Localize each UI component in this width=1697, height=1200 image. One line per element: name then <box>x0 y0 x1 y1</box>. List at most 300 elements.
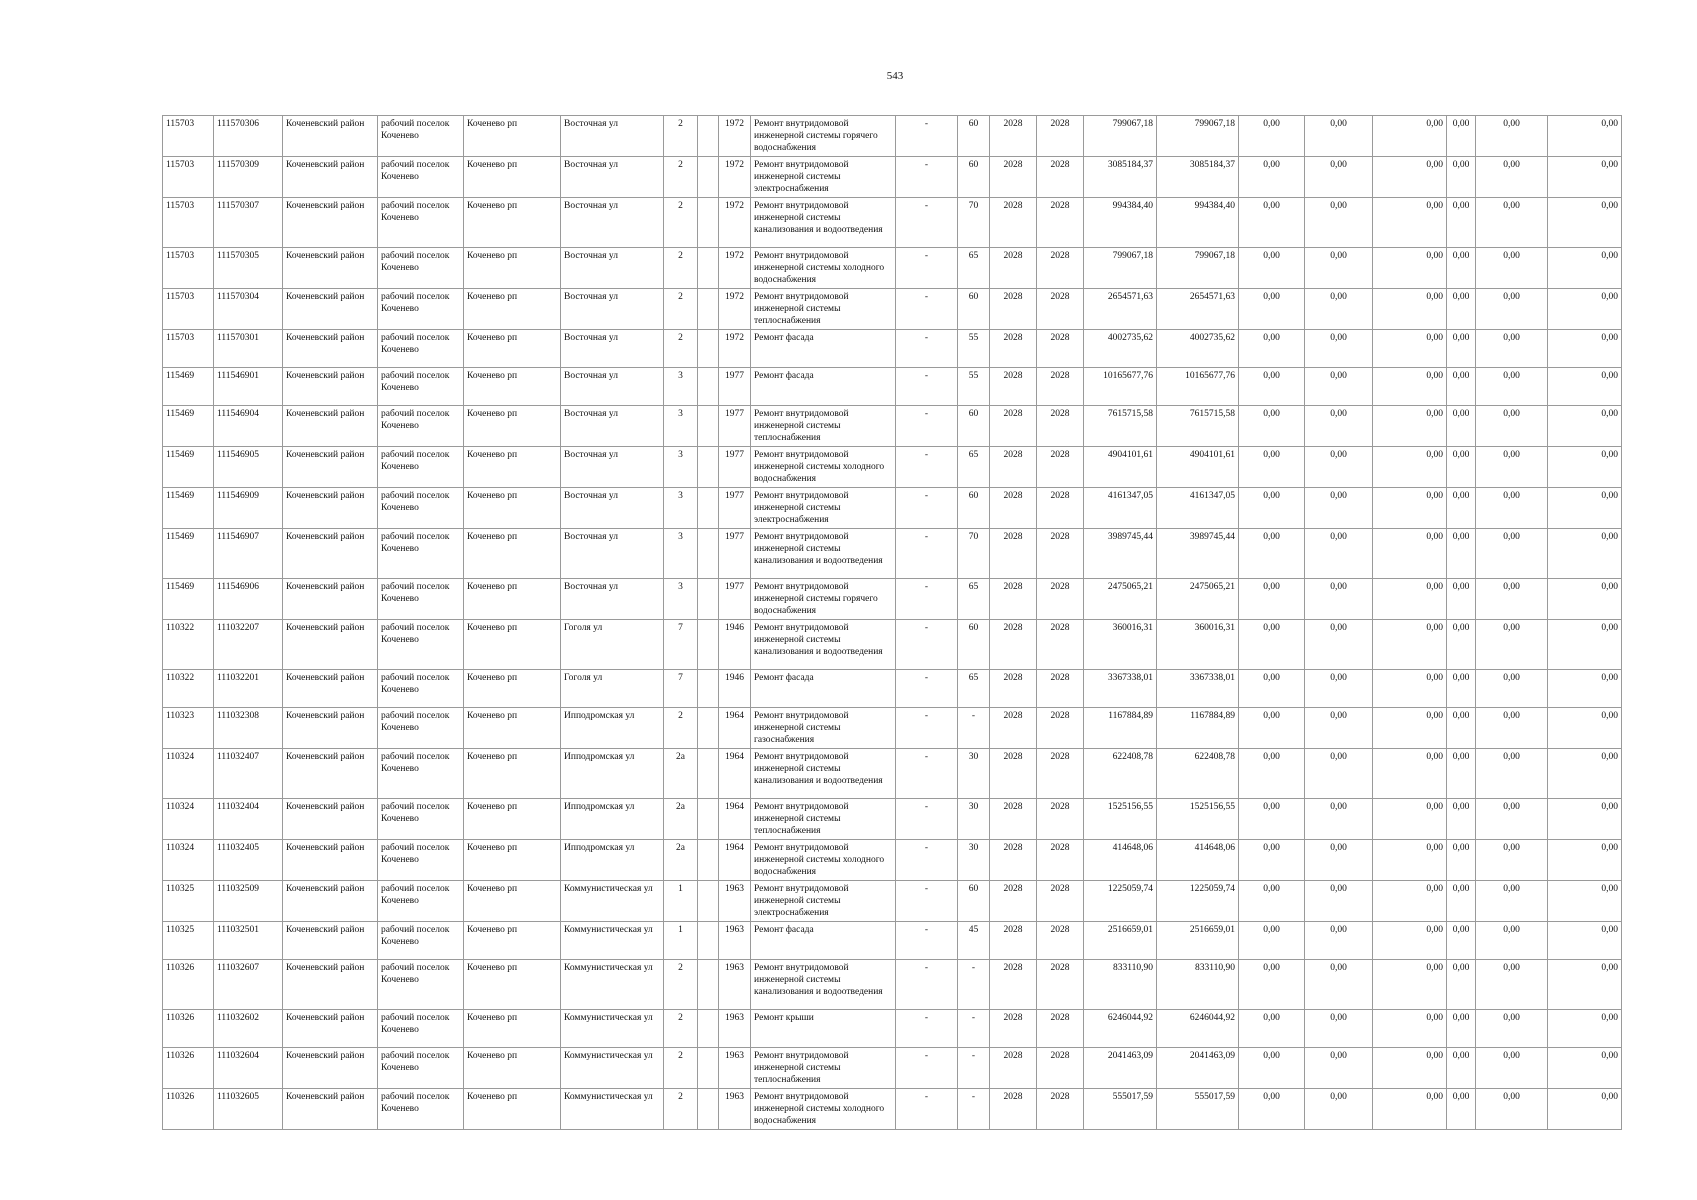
wear-percent-cell: 30 <box>958 749 990 799</box>
funding-cell-6: 0,00 <box>1548 368 1622 406</box>
table-row <box>163 447 1622 488</box>
funding-cell-4: 0,00 <box>1447 922 1476 960</box>
funding-cell-5: 0,00 <box>1476 799 1548 840</box>
build-year-cell: 1972 <box>719 198 751 248</box>
funding-cell-3: 0,00 <box>1373 529 1447 579</box>
total-cost-cell: 360016,31 <box>1157 620 1239 670</box>
total-cost-cell: 1225059,74 <box>1157 881 1239 922</box>
year-start-cell: 2028 <box>990 529 1037 579</box>
funding-cell-5: 0,00 <box>1476 922 1548 960</box>
funding-cell-1: 0,00 <box>1239 799 1305 840</box>
work-type-cell: Ремонт внутридомовой инженерной системы канализования и водоотведения <box>751 529 896 579</box>
settlement-cell: рабочий поселок Коченево <box>378 840 464 881</box>
work-type-cell: Ремонт внутридомовой инженерной системы электроснабжения <box>751 157 896 198</box>
funding-cell-5: 0,00 <box>1476 406 1548 447</box>
cost-cell: 994384,40 <box>1084 198 1157 248</box>
house-id-cell: 115703 <box>163 330 214 368</box>
funding-cell-1: 0,00 <box>1239 157 1305 198</box>
street-cell: Коммунистическая ул <box>561 881 664 922</box>
table-row <box>163 157 1622 198</box>
funding-cell-4: 0,00 <box>1447 198 1476 248</box>
work-type-cell: Ремонт крыши <box>751 1010 896 1048</box>
work-id-cell: 111032407 <box>214 749 283 799</box>
funding-cell-4: 0,00 <box>1447 670 1476 708</box>
funding-cell-6: 0,00 <box>1548 708 1622 749</box>
funding-cell-4: 0,00 <box>1447 799 1476 840</box>
locality-cell: Коченево рп <box>464 157 561 198</box>
table-row <box>163 579 1622 620</box>
funding-cell-1: 0,00 <box>1239 960 1305 1010</box>
work-id-cell: 111032207 <box>214 620 283 670</box>
funding-cell-4: 0,00 <box>1447 248 1476 289</box>
work-type-cell: Ремонт внутридомовой инженерной системы холодного водоснабжения <box>751 447 896 488</box>
street-cell: Восточная ул <box>561 157 664 198</box>
settlement-cell: рабочий поселок Коченево <box>378 960 464 1010</box>
funding-cell-2: 0,00 <box>1305 922 1373 960</box>
wear-dash-cell: - <box>896 1048 958 1089</box>
wear-dash-cell: - <box>896 579 958 620</box>
funding-cell-5: 0,00 <box>1476 248 1548 289</box>
settlement-cell: рабочий поселок Коченево <box>378 749 464 799</box>
locality-cell: Коченево рп <box>464 620 561 670</box>
street-cell: Восточная ул <box>561 488 664 529</box>
district-cell: Коченевский район <box>283 960 378 1010</box>
cost-cell: 555017,59 <box>1084 1089 1157 1130</box>
funding-cell-3: 0,00 <box>1373 960 1447 1010</box>
building-cell <box>698 198 719 248</box>
settlement-cell: рабочий поселок Коченево <box>378 368 464 406</box>
year-end-cell: 2028 <box>1037 960 1084 1010</box>
funding-cell-3: 0,00 <box>1373 198 1447 248</box>
funding-cell-2: 0,00 <box>1305 116 1373 157</box>
build-year-cell: 1977 <box>719 488 751 529</box>
building-cell <box>698 529 719 579</box>
funding-cell-6: 0,00 <box>1548 1089 1622 1130</box>
district-cell: Коченевский район <box>283 840 378 881</box>
wear-percent-cell: - <box>958 1048 990 1089</box>
wear-percent-cell: 70 <box>958 198 990 248</box>
funding-cell-6: 0,00 <box>1548 881 1622 922</box>
funding-cell-4: 0,00 <box>1447 406 1476 447</box>
locality-cell: Коченево рп <box>464 749 561 799</box>
settlement-cell: рабочий поселок Коченево <box>378 289 464 330</box>
work-id-cell: 111032604 <box>214 1048 283 1089</box>
total-cost-cell: 1167884,89 <box>1157 708 1239 749</box>
street-cell: Восточная ул <box>561 289 664 330</box>
funding-cell-3: 0,00 <box>1373 1010 1447 1048</box>
funding-cell-5: 0,00 <box>1476 960 1548 1010</box>
building-cell <box>698 922 719 960</box>
year-start-cell: 2028 <box>990 198 1037 248</box>
locality-cell: Коченево рп <box>464 406 561 447</box>
wear-percent-cell: 55 <box>958 330 990 368</box>
wear-dash-cell: - <box>896 670 958 708</box>
house-id-cell: 110325 <box>163 881 214 922</box>
house-id-cell: 115469 <box>163 447 214 488</box>
funding-cell-6: 0,00 <box>1548 488 1622 529</box>
work-type-cell: Ремонт фасада <box>751 670 896 708</box>
year-end-cell: 2028 <box>1037 529 1084 579</box>
building-cell <box>698 960 719 1010</box>
locality-cell: Коченево рп <box>464 198 561 248</box>
total-cost-cell: 2475065,21 <box>1157 579 1239 620</box>
funding-cell-4: 0,00 <box>1447 488 1476 529</box>
funding-cell-3: 0,00 <box>1373 368 1447 406</box>
house-id-cell: 110324 <box>163 749 214 799</box>
cost-cell: 2041463,09 <box>1084 1048 1157 1089</box>
settlement-cell: рабочий поселок Коченево <box>378 881 464 922</box>
house-number-cell: 2 <box>664 1089 698 1130</box>
funding-cell-4: 0,00 <box>1447 289 1476 330</box>
building-cell <box>698 368 719 406</box>
funding-cell-1: 0,00 <box>1239 406 1305 447</box>
funding-cell-2: 0,00 <box>1305 157 1373 198</box>
house-id-cell: 115703 <box>163 289 214 330</box>
settlement-cell: рабочий поселок Коченево <box>378 670 464 708</box>
total-cost-cell: 799067,18 <box>1157 248 1239 289</box>
locality-cell: Коченево рп <box>464 1089 561 1130</box>
work-id-cell: 111032607 <box>214 960 283 1010</box>
building-cell <box>698 670 719 708</box>
table-row <box>163 922 1622 960</box>
total-cost-cell: 2041463,09 <box>1157 1048 1239 1089</box>
settlement-cell: рабочий поселок Коченево <box>378 620 464 670</box>
building-cell <box>698 1089 719 1130</box>
house-number-cell: 2а <box>664 799 698 840</box>
funding-cell-2: 0,00 <box>1305 579 1373 620</box>
street-cell: Восточная ул <box>561 198 664 248</box>
wear-percent-cell: 60 <box>958 157 990 198</box>
street-cell: Восточная ул <box>561 248 664 289</box>
settlement-cell: рабочий поселок Коченево <box>378 708 464 749</box>
funding-cell-5: 0,00 <box>1476 1089 1548 1130</box>
total-cost-cell: 4002735,62 <box>1157 330 1239 368</box>
locality-cell: Коченево рп <box>464 922 561 960</box>
funding-cell-1: 0,00 <box>1239 922 1305 960</box>
building-cell <box>698 799 719 840</box>
year-end-cell: 2028 <box>1037 799 1084 840</box>
build-year-cell: 1946 <box>719 670 751 708</box>
work-type-cell: Ремонт фасада <box>751 330 896 368</box>
wear-percent-cell: 30 <box>958 799 990 840</box>
district-cell: Коченевский район <box>283 881 378 922</box>
wear-dash-cell: - <box>896 157 958 198</box>
cost-cell: 622408,78 <box>1084 749 1157 799</box>
house-number-cell: 2 <box>664 116 698 157</box>
funding-cell-6: 0,00 <box>1548 670 1622 708</box>
funding-cell-2: 0,00 <box>1305 330 1373 368</box>
funding-cell-2: 0,00 <box>1305 1048 1373 1089</box>
build-year-cell: 1977 <box>719 406 751 447</box>
work-type-cell: Ремонт внутридомовой инженерной системы горячего водоснабжения <box>751 116 896 157</box>
funding-cell-4: 0,00 <box>1447 749 1476 799</box>
wear-percent-cell: 60 <box>958 881 990 922</box>
street-cell: Коммунистическая ул <box>561 1048 664 1089</box>
cost-cell: 1167884,89 <box>1084 708 1157 749</box>
wear-percent-cell: 60 <box>958 488 990 529</box>
locality-cell: Коченево рп <box>464 579 561 620</box>
funding-cell-4: 0,00 <box>1447 840 1476 881</box>
funding-cell-6: 0,00 <box>1548 749 1622 799</box>
wear-percent-cell: - <box>958 960 990 1010</box>
house-number-cell: 2а <box>664 749 698 799</box>
funding-cell-6: 0,00 <box>1548 840 1622 881</box>
district-cell: Коченевский район <box>283 749 378 799</box>
work-id-cell: 111546907 <box>214 529 283 579</box>
funding-cell-1: 0,00 <box>1239 198 1305 248</box>
funding-cell-4: 0,00 <box>1447 447 1476 488</box>
funding-cell-1: 0,00 <box>1239 620 1305 670</box>
funding-cell-2: 0,00 <box>1305 749 1373 799</box>
wear-percent-cell: - <box>958 1010 990 1048</box>
work-id-cell: 111546901 <box>214 368 283 406</box>
build-year-cell: 1964 <box>719 708 751 749</box>
settlement-cell: рабочий поселок Коченево <box>378 1089 464 1130</box>
year-end-cell: 2028 <box>1037 406 1084 447</box>
work-id-cell: 111570309 <box>214 157 283 198</box>
wear-dash-cell: - <box>896 330 958 368</box>
locality-cell: Коченево рп <box>464 708 561 749</box>
funding-cell-4: 0,00 <box>1447 960 1476 1010</box>
work-type-cell: Ремонт внутридомовой инженерной системы канализования и водоотведения <box>751 749 896 799</box>
funding-cell-1: 0,00 <box>1239 248 1305 289</box>
building-cell <box>698 1010 719 1048</box>
locality-cell: Коченево рп <box>464 881 561 922</box>
funding-cell-1: 0,00 <box>1239 330 1305 368</box>
building-cell <box>698 881 719 922</box>
funding-cell-5: 0,00 <box>1476 157 1548 198</box>
table-row <box>163 1048 1622 1089</box>
cost-cell: 4161347,05 <box>1084 488 1157 529</box>
total-cost-cell: 799067,18 <box>1157 116 1239 157</box>
funding-cell-1: 0,00 <box>1239 116 1305 157</box>
street-cell: Коммунистическая ул <box>561 1010 664 1048</box>
funding-cell-4: 0,00 <box>1447 1089 1476 1130</box>
year-end-cell: 2028 <box>1037 1089 1084 1130</box>
locality-cell: Коченево рп <box>464 116 561 157</box>
work-id-cell: 111032605 <box>214 1089 283 1130</box>
house-number-cell: 2 <box>664 960 698 1010</box>
cost-cell: 799067,18 <box>1084 248 1157 289</box>
work-id-cell: 111570307 <box>214 198 283 248</box>
district-cell: Коченевский район <box>283 289 378 330</box>
year-end-cell: 2028 <box>1037 1010 1084 1048</box>
funding-cell-6: 0,00 <box>1548 1048 1622 1089</box>
work-type-cell: Ремонт внутридомовой инженерной системы горячего водоснабжения <box>751 579 896 620</box>
wear-dash-cell: - <box>896 248 958 289</box>
funding-cell-6: 0,00 <box>1548 198 1622 248</box>
funding-cell-2: 0,00 <box>1305 960 1373 1010</box>
work-type-cell: Ремонт внутридомовой инженерной системы теплоснабжения <box>751 1048 896 1089</box>
cost-cell: 2475065,21 <box>1084 579 1157 620</box>
building-cell <box>698 116 719 157</box>
funding-cell-3: 0,00 <box>1373 840 1447 881</box>
wear-percent-cell: - <box>958 1089 990 1130</box>
build-year-cell: 1963 <box>719 922 751 960</box>
table-row <box>163 368 1622 406</box>
wear-dash-cell: - <box>896 529 958 579</box>
district-cell: Коченевский район <box>283 116 378 157</box>
wear-percent-cell: 55 <box>958 368 990 406</box>
street-cell: Гоголя ул <box>561 620 664 670</box>
funding-cell-2: 0,00 <box>1305 620 1373 670</box>
wear-percent-cell: 60 <box>958 620 990 670</box>
year-end-cell: 2028 <box>1037 670 1084 708</box>
year-start-cell: 2028 <box>990 1010 1037 1048</box>
wear-dash-cell: - <box>896 406 958 447</box>
house-number-cell: 3 <box>664 406 698 447</box>
wear-percent-cell: 65 <box>958 447 990 488</box>
locality-cell: Коченево рп <box>464 799 561 840</box>
table-row <box>163 708 1622 749</box>
cost-cell: 1525156,55 <box>1084 799 1157 840</box>
build-year-cell: 1977 <box>719 579 751 620</box>
year-start-cell: 2028 <box>990 922 1037 960</box>
work-id-cell: 111546905 <box>214 447 283 488</box>
house-number-cell: 2 <box>664 289 698 330</box>
work-type-cell: Ремонт фасада <box>751 922 896 960</box>
year-end-cell: 2028 <box>1037 579 1084 620</box>
wear-percent-cell: 65 <box>958 248 990 289</box>
build-year-cell: 1972 <box>719 157 751 198</box>
funding-cell-3: 0,00 <box>1373 1089 1447 1130</box>
year-end-cell: 2028 <box>1037 447 1084 488</box>
build-year-cell: 1972 <box>719 116 751 157</box>
build-year-cell: 1964 <box>719 749 751 799</box>
settlement-cell: рабочий поселок Коченево <box>378 198 464 248</box>
funding-cell-5: 0,00 <box>1476 749 1548 799</box>
house-id-cell: 115703 <box>163 116 214 157</box>
funding-cell-1: 0,00 <box>1239 840 1305 881</box>
funding-cell-1: 0,00 <box>1239 1048 1305 1089</box>
year-end-cell: 2028 <box>1037 708 1084 749</box>
funding-cell-1: 0,00 <box>1239 670 1305 708</box>
cost-cell: 4002735,62 <box>1084 330 1157 368</box>
build-year-cell: 1963 <box>719 1010 751 1048</box>
funding-cell-2: 0,00 <box>1305 406 1373 447</box>
house-number-cell: 2а <box>664 840 698 881</box>
locality-cell: Коченево рп <box>464 330 561 368</box>
district-cell: Коченевский район <box>283 1010 378 1048</box>
funding-cell-5: 0,00 <box>1476 447 1548 488</box>
funding-cell-4: 0,00 <box>1447 620 1476 670</box>
house-number-cell: 2 <box>664 330 698 368</box>
house-number-cell: 2 <box>664 1010 698 1048</box>
funding-cell-3: 0,00 <box>1373 1048 1447 1089</box>
page-number: 543 <box>886 70 904 82</box>
year-start-cell: 2028 <box>990 799 1037 840</box>
district-cell: Коченевский район <box>283 922 378 960</box>
wear-dash-cell: - <box>896 960 958 1010</box>
funding-cell-4: 0,00 <box>1447 529 1476 579</box>
work-type-cell: Ремонт фасада <box>751 368 896 406</box>
building-cell <box>698 840 719 881</box>
year-start-cell: 2028 <box>990 330 1037 368</box>
funding-cell-1: 0,00 <box>1239 447 1305 488</box>
locality-cell: Коченево рп <box>464 1048 561 1089</box>
funding-cell-2: 0,00 <box>1305 488 1373 529</box>
wear-dash-cell: - <box>896 198 958 248</box>
cost-cell: 7615715,58 <box>1084 406 1157 447</box>
funding-cell-6: 0,00 <box>1548 116 1622 157</box>
cost-cell: 833110,90 <box>1084 960 1157 1010</box>
settlement-cell: рабочий поселок Коченево <box>378 529 464 579</box>
wear-dash-cell: - <box>896 1089 958 1130</box>
district-cell: Коченевский район <box>283 708 378 749</box>
house-number-cell: 2 <box>664 198 698 248</box>
wear-dash-cell: - <box>896 922 958 960</box>
work-type-cell: Ремонт внутридомовой инженерной системы теплоснабжения <box>751 799 896 840</box>
work-id-cell: 111570304 <box>214 289 283 330</box>
year-end-cell: 2028 <box>1037 840 1084 881</box>
locality-cell: Коченево рп <box>464 840 561 881</box>
table-row <box>163 330 1622 368</box>
wear-percent-cell: 70 <box>958 529 990 579</box>
funding-cell-1: 0,00 <box>1239 749 1305 799</box>
street-cell: Восточная ул <box>561 447 664 488</box>
funding-cell-4: 0,00 <box>1447 368 1476 406</box>
funding-cell-3: 0,00 <box>1373 922 1447 960</box>
funding-cell-1: 0,00 <box>1239 529 1305 579</box>
year-start-cell: 2028 <box>990 579 1037 620</box>
settlement-cell: рабочий поселок Коченево <box>378 116 464 157</box>
house-number-cell: 3 <box>664 488 698 529</box>
wear-dash-cell: - <box>896 620 958 670</box>
work-id-cell: 111032602 <box>214 1010 283 1048</box>
funding-cell-4: 0,00 <box>1447 1048 1476 1089</box>
funding-cell-6: 0,00 <box>1548 620 1622 670</box>
build-year-cell: 1977 <box>719 529 751 579</box>
settlement-cell: рабочий поселок Коченево <box>378 406 464 447</box>
work-id-cell: 111546909 <box>214 488 283 529</box>
build-year-cell: 1964 <box>719 840 751 881</box>
locality-cell: Коченево рп <box>464 1010 561 1048</box>
wear-dash-cell: - <box>896 488 958 529</box>
funding-cell-4: 0,00 <box>1447 708 1476 749</box>
funding-cell-6: 0,00 <box>1548 922 1622 960</box>
street-cell: Коммунистическая ул <box>561 1089 664 1130</box>
funding-cell-5: 0,00 <box>1476 529 1548 579</box>
funding-cell-4: 0,00 <box>1447 330 1476 368</box>
district-cell: Коченевский район <box>283 157 378 198</box>
table-row <box>163 116 1622 157</box>
district-cell: Коченевский район <box>283 579 378 620</box>
street-cell: Гоголя ул <box>561 670 664 708</box>
wear-percent-cell: 45 <box>958 922 990 960</box>
year-end-cell: 2028 <box>1037 922 1084 960</box>
house-id-cell: 110326 <box>163 960 214 1010</box>
settlement-cell: рабочий поселок Коченево <box>378 157 464 198</box>
wear-percent-cell: 65 <box>958 579 990 620</box>
table-row <box>163 529 1622 579</box>
settlement-cell: рабочий поселок Коченево <box>378 488 464 529</box>
total-cost-cell: 3085184,37 <box>1157 157 1239 198</box>
settlement-cell: рабочий поселок Коченево <box>378 579 464 620</box>
funding-cell-3: 0,00 <box>1373 620 1447 670</box>
funding-cell-5: 0,00 <box>1476 840 1548 881</box>
work-type-cell: Ремонт внутридомовой инженерной системы канализования и водоотведения <box>751 960 896 1010</box>
total-cost-cell: 10165677,76 <box>1157 368 1239 406</box>
total-cost-cell: 2654571,63 <box>1157 289 1239 330</box>
build-year-cell: 1977 <box>719 447 751 488</box>
settlement-cell: рабочий поселок Коченево <box>378 922 464 960</box>
funding-cell-4: 0,00 <box>1447 579 1476 620</box>
cost-cell: 3989745,44 <box>1084 529 1157 579</box>
build-year-cell: 1946 <box>719 620 751 670</box>
house-id-cell: 110322 <box>163 620 214 670</box>
funding-cell-4: 0,00 <box>1447 1010 1476 1048</box>
funding-cell-1: 0,00 <box>1239 1089 1305 1130</box>
